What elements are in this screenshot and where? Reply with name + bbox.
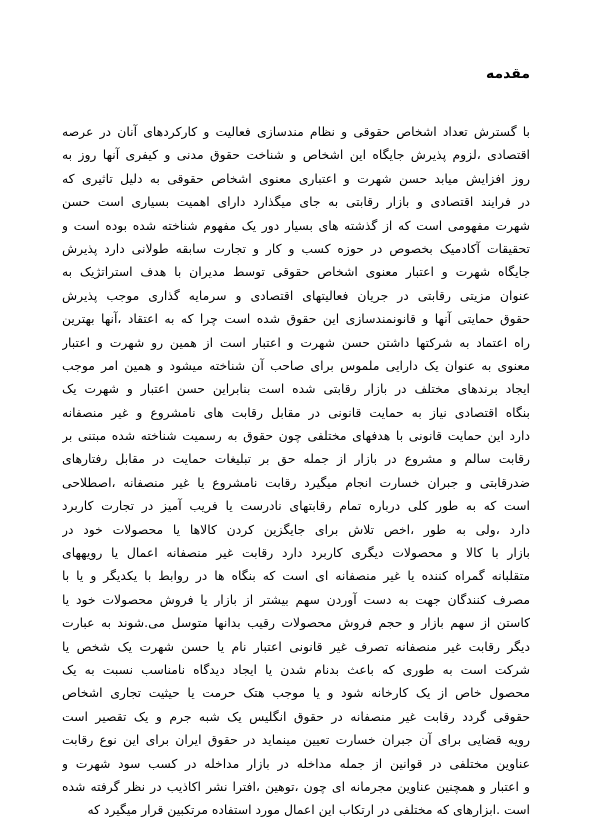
document-heading: مقدمه	[486, 66, 530, 82]
paragraph-line: متقلبانه گمراه کننده یا غیر منصفانه ای است که بنگاه ها در روابط با یکدیگر و یا با	[62, 568, 530, 584]
paragraph-line: بنگاه اقتصادی نیاز به حمایت قانونی در مقابل رقابت های نامشروع و غیر منصفانه	[62, 404, 530, 420]
paragraph-line: دارد این حمایت قانونی با هدفهای مختلفی چون حقوق به رسمیت شناخته شده مبتنی بر	[62, 428, 530, 444]
paragraph-line: محصول خاص از یک کارخانه شود و یا موجب هتک حرمت یا حیثیت تجاری اشخاص	[62, 685, 530, 701]
document-body	[62, 120, 530, 822]
paragraph-line: شرکت است به طوری که باعث بدنام شدن یا ایجاد دیدگاه نامناسب نسبت به یک	[62, 661, 530, 677]
paragraph-line: روز افزایش میابد حسن شهرت و اعتباری معنوی اشخاص حقوقی به دلیل تاثیری که	[62, 170, 530, 186]
paragraph-line: حقوق حمایتی آنها و قانونمندسازی این حقوق شده است چرا که به اعتقاد ،آنها بهترین	[62, 311, 530, 327]
paragraph-line: جایگاه شهرت و اعتبار معنوی اشخاص حقوقی توسط مدیران با هدف استراتژیک به	[62, 264, 530, 280]
paragraph-line: عنوان مزیتی رقابتی در جریان فعالیتهای اقتصادی و سرمایه گذاری موجب پذیرش	[62, 287, 530, 303]
paragraph-line: و اعتبار و همچنین عناوین مجرمانه ای چون ،توهین ،افترا نشر اکاذیب در نظر گرفته شده	[62, 778, 530, 794]
paragraph-line: است .ابزارهای که مختلفی در ارتکاب این اعمال مورد استفاده مرتکبین قرار میگیرد که	[87, 802, 530, 818]
paragraph-line: در فرایند اقتصادی و بازار رقابتی به جای میگذارد دارای اهمیت بسیاری است حسن	[62, 194, 530, 210]
paragraph-line: است که به طور کلی درباره تمام رقابتهای نادرست یا فریب آمیز در تجارت کاربرد	[62, 498, 530, 514]
paragraph-line: شهرت مفهومی است که از گذشته های بسیار دور یک مفهوم شناخته شده بوده است و	[62, 217, 530, 233]
paragraph-line: رویه قضایی برای آن جبران خسارت تعیین مینماید در حقوق ایران برای این نوع رقابت	[62, 732, 530, 748]
paragraph-line: دیگر رقابت غیر منصفانه تصرف غیر قانونی اعتبار نام یا حسن شهرت یک شخص یا	[62, 638, 530, 654]
paragraph-line: حقوقی گردد رقابت غیر منصفانه در حقوق انگلیس یک شبه جرم و یک تقصیر است	[62, 708, 530, 724]
paragraph-line: مصرف کنندگان جهت به دست آوردن سهم بیشتر از بازار یا فروش محصولات خود یا	[62, 591, 530, 607]
paragraph-line: بازار با کالا و محصولات دیگری کاربرد دارد رقابت غیر منصفانه اعمال یا رویههای	[62, 545, 530, 561]
paragraph-line: کاستن از سهم بازار و حجم فروش محصولات رقیب بدانها متوسل می.شوند به عبارت	[62, 615, 530, 631]
paragraph-line: اقتصادی ،لزوم پذیرش جایگاه این اشخاص و شناخت حقوق مدنی و کیفری آنها روز به	[62, 147, 530, 163]
paragraph-line: معنوی به عنوان یک دارایی ملموس برای صاحب آن شناخته میشود و همین امر موجب	[62, 357, 530, 373]
paragraph-line: راه اعتماد به شرکتها داشتن حسن شهرت و اعتبار است از همین رو شهرت و اعتبار	[62, 334, 530, 350]
paragraph-line: عناوین مختلفی در قوانین از جمله مداخله در بازار مداخله در کسب سود شهرت و	[62, 755, 530, 771]
paragraph-line: رقابت سالم و مشروع در بازار از جمله حق بر تبلیغات حمایت در مقابل رفتارهای	[62, 451, 530, 467]
paragraph-line: ایجاد برندهای مختلف در بازار رقابتی شده است بنابراین حسن اعتبار و شهرت یک	[62, 381, 530, 397]
paragraph-line: دارد ،ولی به طور ،اخص تلاش برای جایگزین کردن کالاها یا محصولات خود در	[62, 521, 530, 537]
paragraph-line: تحقیقات آکادمیک بخصوص در حوزه کسب و کار و تجارت سابقه طولانی دارد پذیرش	[62, 240, 530, 256]
paragraph-line: ضدرقابتی و جبران خسارت انجام میگیرد رقابت نامشروع یا غیر منصفانه ،اصطلاحی	[62, 474, 530, 490]
paragraph-line: با گسترش تعداد اشخاص حقوقی و نظام مندسازی فعالیت و کارکردهای آنان در عرصه	[62, 124, 530, 139]
